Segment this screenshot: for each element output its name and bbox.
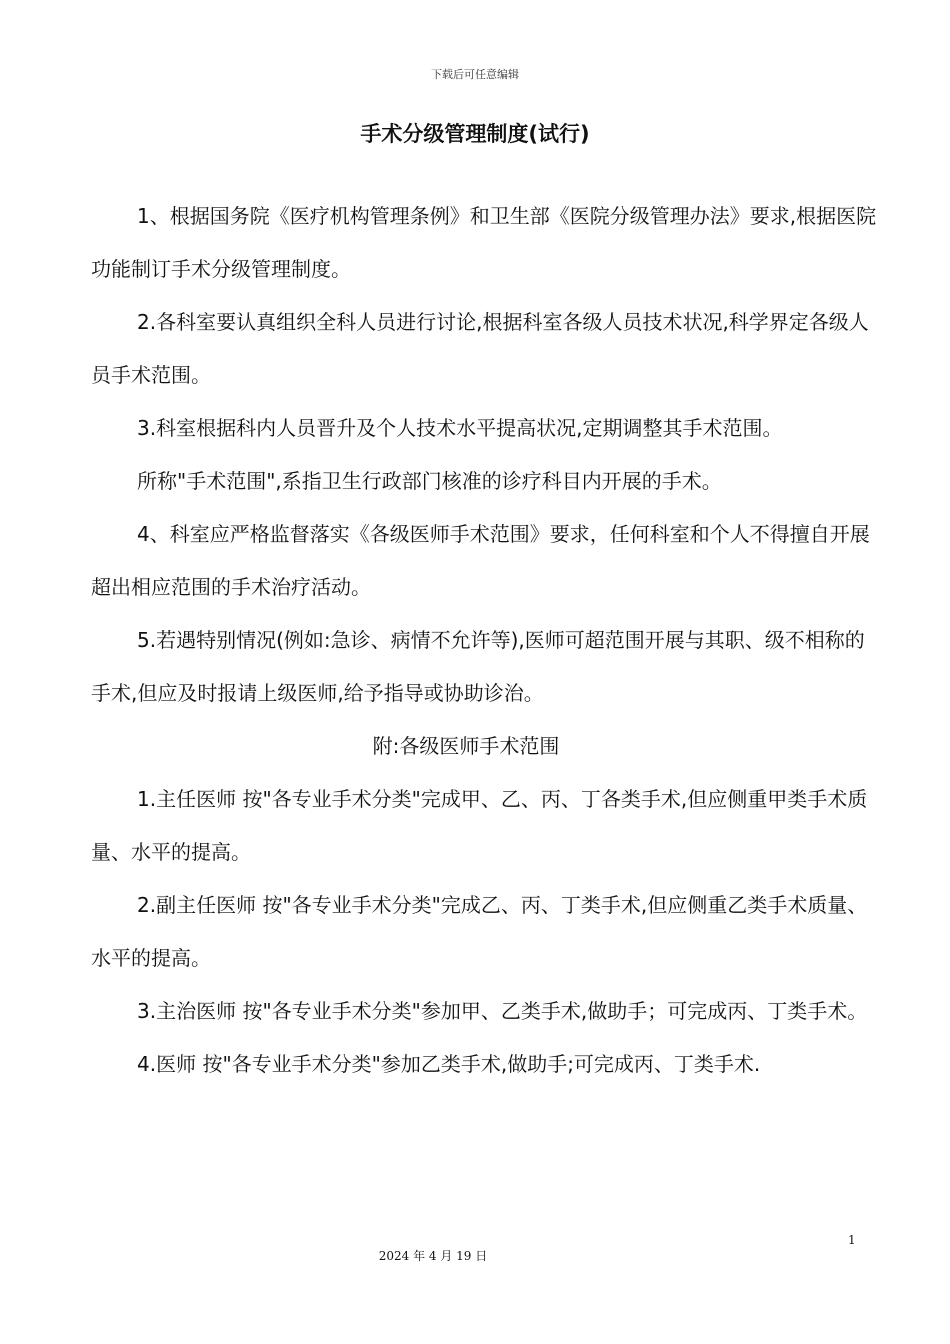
appendix-item-2: 2.副主任医师 按"各专业手术分类"完成乙、丙、丁类手术,但应侧重乙类手术质量、水平的提高。: [91, 893, 868, 970]
appendix-item-4: 4.医师 按"各专业手术分类"参加乙类手术,做助手;可完成丙、丁类手术.: [137, 1052, 761, 1076]
paragraph-1: 1、根据国务院《医疗机构管理条例》和卫生部《医院分级管理办法》要求,根据医院功能制订手术分级管理制度。: [91, 204, 877, 281]
paragraph-4: 4、科室应严格监督落实《各级医师手术范围》要求，任何科室和个人不得擅自开展超出相应范围的手术治疗活动。: [91, 522, 870, 599]
document-title: 手术分级管理制度(试行): [360, 122, 590, 146]
paragraph-5: 5.若遇特别情况(例如:急诊、病情不允许等),医师可超范围开展与其职、级不相称的手术,但应及时报请上级医师,给予指导或协助诊治。: [91, 628, 865, 705]
appendix-item-3: 3.主治医师 按"各专业手术分类"参加甲、乙类手术,做助手；可完成丙、丁类手术。: [137, 999, 868, 1023]
header-note: 下载后可任意编辑: [431, 68, 519, 81]
paragraph-3-note: 所称"手术范围",系指卫生行政部门核准的诊疗科目内开展的手术。: [137, 469, 722, 493]
paragraph-3: 3.科室根据科内人员晋升及个人技术水平提高状况,定期调整其手术范围。: [137, 416, 783, 440]
page-number: 1: [848, 1233, 856, 1247]
document-body: [91, 190, 881, 1091]
footer-date: 2024 年 4 月 19 日: [378, 1249, 488, 1263]
paragraph-2: 2.各科室要认真组织全科人员进行讨论,根据科室各级人员技术状况,科学界定各级人员手术范围。: [91, 310, 869, 387]
appendix-heading: 附:各级医师手术范围: [372, 734, 560, 758]
appendix-item-1: 1.主任医师 按"各专业手术分类"完成甲、乙、丙、丁各类手术,但应侧重甲类手术质量、水平的提高。: [91, 787, 868, 864]
